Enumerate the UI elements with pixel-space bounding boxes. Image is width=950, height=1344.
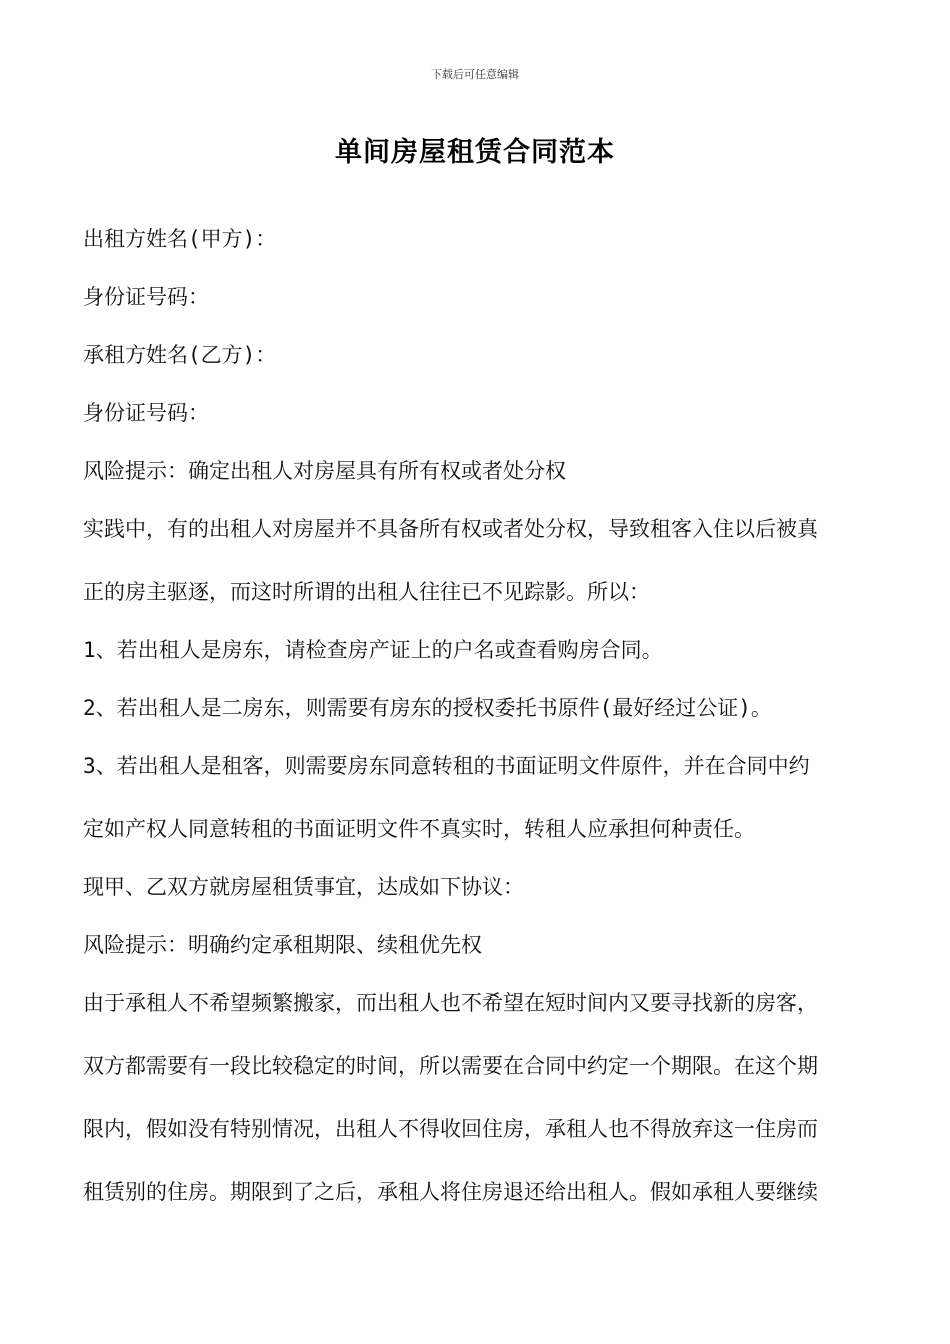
list-item-2: 2、若出租人是二房东，则需要有房东的授权委托书原件(最好经过公证)。 xyxy=(83,696,772,720)
paragraph-line: 实践中，有的出租人对房屋并不具备所有权或者处分权，导致租客入住以后被真 xyxy=(83,517,818,541)
risk-tip-ownership: 风险提示：确定出租人对房屋具有所有权或者处分权 xyxy=(83,459,566,483)
risk-tip-term: 风险提示：明确约定承租期限、续租优先权 xyxy=(83,933,482,957)
document-title: 单间房屋租赁合同范本 xyxy=(335,137,615,168)
list-item-3-continued: 定如产权人同意转租的书面证明文件不真实时，转租人应承担何种责任。 xyxy=(83,817,755,841)
lessor-id-line: 身份证号码： xyxy=(83,285,209,309)
lessee-id-line: 身份证号码： xyxy=(83,401,209,425)
list-item-3: 3、若出租人是租客，则需要房东同意转租的书面证明文件原件，并在合同中约 xyxy=(83,754,810,778)
paragraph-line: 租赁别的住房。期限到了之后，承租人将住房退还给出租人。假如承租人要继续 xyxy=(83,1180,818,1204)
paragraph-line: 由于承租人不希望频繁搬家，而出租人也不希望在短时间内又要寻找新的房客， xyxy=(83,991,818,1015)
lessor-name-line: 出租方姓名(甲方)： xyxy=(83,227,277,251)
list-item-1: 1、若出租人是房东，请检查房产证上的户名或查看购房合同。 xyxy=(83,638,663,662)
lessee-name-line: 承租方姓名(乙方)： xyxy=(83,343,277,367)
paragraph-line: 双方都需要有一段比较稳定的时间，所以需要在合同中约定一个期限。在这个期 xyxy=(83,1054,818,1078)
paragraph-line: 正的房主驱逐，而这时所谓的出租人往往已不见踪影。所以： xyxy=(83,580,650,604)
header-note: 下载后可任意编辑 xyxy=(431,68,519,81)
agreement-intro: 现甲、乙双方就房屋租赁事宜，达成如下协议： xyxy=(83,875,524,899)
paragraph-line: 限内，假如没有特别情况，出租人不得收回住房，承租人也不得放弃这一住房而 xyxy=(83,1117,818,1141)
